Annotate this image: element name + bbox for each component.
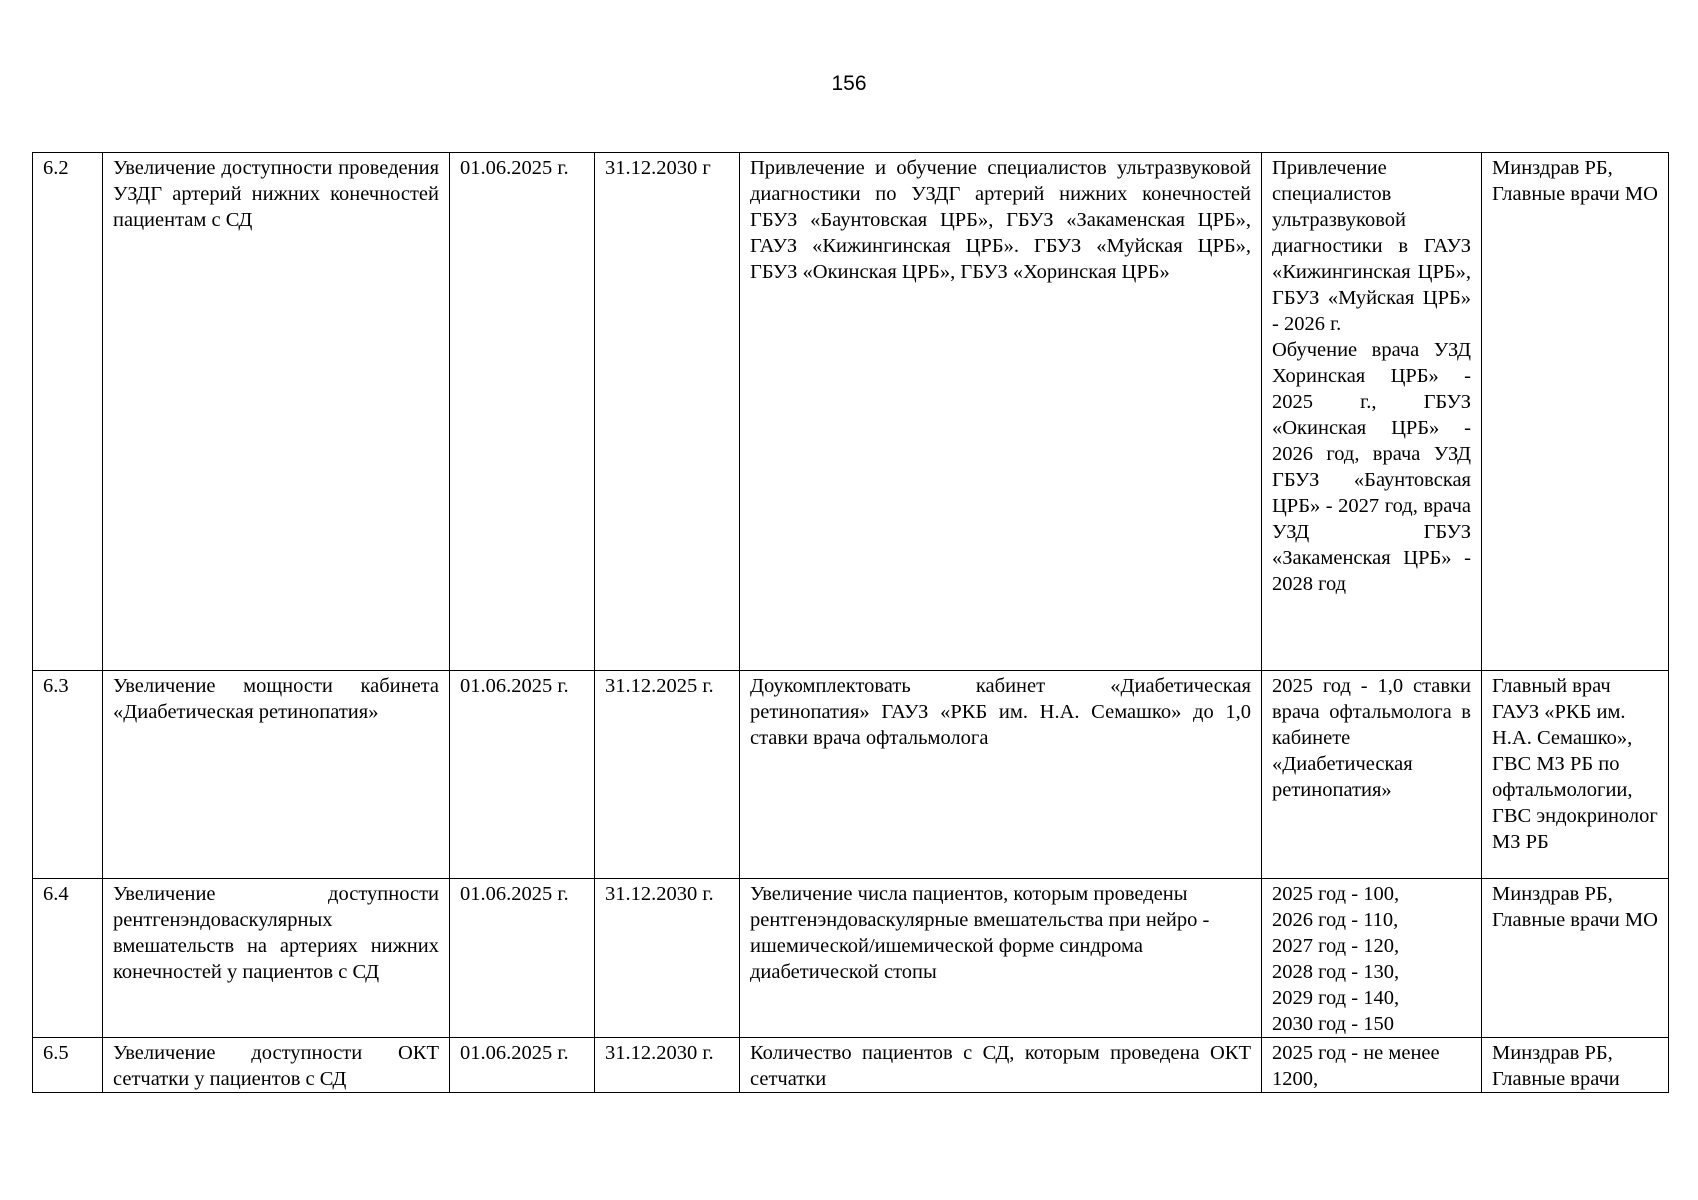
start-date: 01.06.2025 г. [450,1038,595,1093]
result-line: 2025 год - 100, [1272,883,1400,905]
start-date: 01.06.2025 г. [450,879,595,1038]
responsible: Минздрав РБ, Главные врачи МО [1482,879,1669,1038]
result-line: 2026 год - 110, [1272,909,1399,931]
result-line: 2028 год - 130, [1272,961,1400,983]
measure-description: Привлечение и обучение специалистов ультразвуковой диагностики по УЗДГ артерий нижних конечностей ГБУЗ «Баунтовская ЦРБ», ГБУЗ «Закаменская ЦРБ», ГАУЗ «Кижингинская ЦРБ». ГБУЗ «Муйская ЦРБ», ГБУЗ «Окинская ЦРБ», ГБУЗ «Хоринская ЦРБ» [740,153,1262,671]
result-line: Привлечение специалистов ультразвуковой диагностики в ГАУЗ «Кижингинская ЦРБ», ГБУЗ «Муйская ЦРБ» - 2026 г. [1272,157,1471,335]
measures-table [32,152,1669,1093]
row-number: 6.3 [33,671,103,879]
expected-result [1262,1038,1482,1093]
row-number: 6.4 [33,879,103,1038]
start-date: 01.06.2025 г. [450,671,595,879]
expected-result [1262,671,1482,879]
measure-name: Увеличение доступности проведения УЗДГ артерий нижних конечностей пациентам с СД [103,153,450,671]
measure-name: Увеличение мощности кабинета «Диабетическая ретинопатия» [103,671,450,879]
result-line: 2025 год - не менее 1200, [1272,1042,1440,1090]
table-row [33,879,1669,1038]
result-line: 2030 год - 150 [1272,1013,1394,1035]
end-date: 31.12.2030 г. [595,1038,740,1093]
row-number: 6.5 [33,1038,103,1093]
result-line: 2029 год - 140, [1272,987,1400,1009]
responsible: Минздрав РБ, Главные врачи МО [1482,153,1669,671]
end-date: 31.12.2025 г. [595,671,740,879]
expected-result [1262,879,1482,1038]
result-line: 2025 год - 1,0 ставки врача офтальмолога в кабинете «Диабетическая ретинопатия» [1272,675,1471,801]
table-row [33,1038,1669,1093]
end-date: 31.12.2030 г. [595,879,740,1038]
table-row [33,671,1669,879]
responsible: Минздрав РБ, Главные врачи [1482,1038,1669,1093]
measure-description: Количество пациентов с СД, которым проведена ОКТ сетчатки [740,1038,1262,1093]
result-line: Обучение врача УЗД Хоринская ЦРБ» - 2025 г., ГБУЗ «Окинская ЦРБ» - 2026 год, врача УЗД ГБУЗ «Баунтовская ЦРБ» - 2027 год, врача УЗД ГБУЗ «Закаменская ЦРБ» - 2028 год [1272,339,1471,595]
measure-name: Увеличение доступности рентгенэндоваскулярных вмешательств на артериях нижних конечностей у пациентов с СД [103,879,450,1038]
row-number: 6.2 [33,153,103,671]
start-date: 01.06.2025 г. [450,153,595,671]
result-line: 2027 год - 120, [1272,935,1400,957]
expected-result [1262,153,1482,671]
end-date: 31.12.2030 г [595,153,740,671]
table-row [33,153,1669,671]
measure-name: Увеличение доступности ОКТ сетчатки у пациентов с СД [103,1038,450,1093]
page-number: 156 [831,72,867,95]
measure-description: Доукомплектовать кабинет «Диабетическая ретинопатия» ГАУЗ «РКБ им. Н.А. Семашко» до 1,0 ставки врача офтальмолога [740,671,1262,879]
responsible: Главный врач ГАУЗ «РКБ им. Н.А. Семашко», ГВС МЗ РБ по офтальмологии, ГВС эндокринолог МЗ РБ [1482,671,1669,879]
measure-description: Увеличение числа пациентов, которым проведены рентгенэндоваскулярные вмешательства при нейро - ишемической/ишемической форме синдрома диабетической стопы [740,879,1262,1038]
